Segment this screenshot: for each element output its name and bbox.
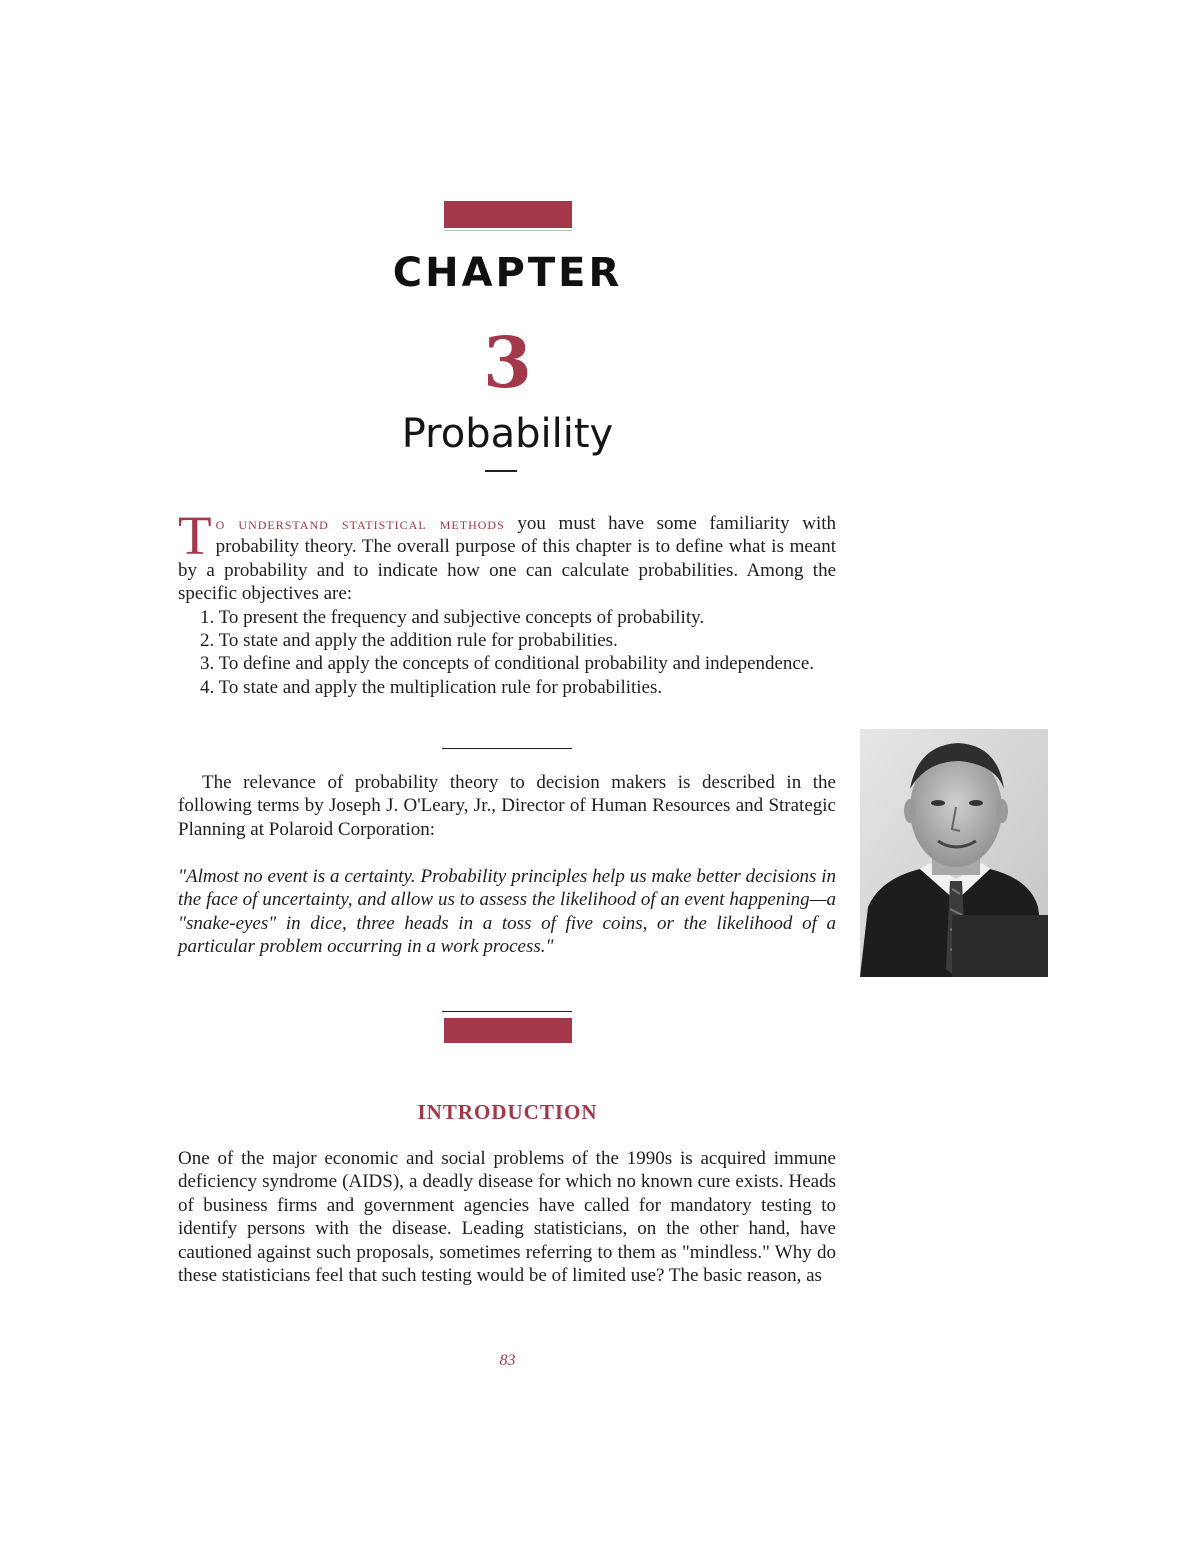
introduction-paragraph: One of the major economic and social problems of the 1990s is acquired immune deficiency syndrome (AIDS), a deadly disease for which no known cure exists. Heads of business firms and government agencies have called for mandatory testing to identify persons with the disease. Leading statisticians, on the other hand, have cautioned against such proposals, sometimes referring to them as "mindless." Why do these statisticians feel that such testing would be of limited use? The basic reason, as [178,1148,836,1287]
objective-item: 4. To state and apply the multiplication rule for probabilities. [200,676,663,698]
section-heading: INTRODUCTION [417,1100,598,1124]
chapter-top-bar [444,201,572,228]
section-bar [444,1018,572,1043]
section-divider [442,1011,572,1012]
top-bar-underline [444,230,572,231]
objective-item: 2. To state and apply the addition rule for probabilities. [200,630,618,652]
objective-item: 1. To present the frequency and subjective concepts of probability. [200,606,705,628]
drop-cap: T [178,505,212,566]
section-divider [442,748,572,749]
chapter-label: CHAPTER [392,250,623,296]
objectives-list [178,606,836,700]
chapter-number: 3 [483,321,532,404]
chapter-title: Probability [401,411,614,457]
objective-item: 3. To define and apply the concepts of conditional probability and independence. [200,653,815,675]
title-rule [485,470,517,472]
portrait-photo [860,729,1048,977]
page-number: 83 [499,1352,516,1369]
chapter-intro [178,505,837,699]
oleary-quote: "Almost no event is a certainty. Probability principles help us make better decisions in the face of uncertainty, and allow us to assess the likelihood of an event happening—a "snake-eyes" in dice, three heads in a toss of five coins, or the likelihood of a particular problem occurring in a work process." [178,866,836,958]
intro-smallcaps: o understand statistical methods [215,514,505,533]
relevance-paragraph: The relevance of probability theory to decision makers is described in the following terms by Joseph J. O'Leary, Jr., Director of Human Resources and Strategic Planning at Polaroid Corporation: [178,772,836,840]
intro-text: you must have some familiarity with probability theory. The overall purpose of this chapter is to define what is meant by a probability and to indicate how one can calculate probabilities. Among the specific objectives are: [178,513,837,605]
